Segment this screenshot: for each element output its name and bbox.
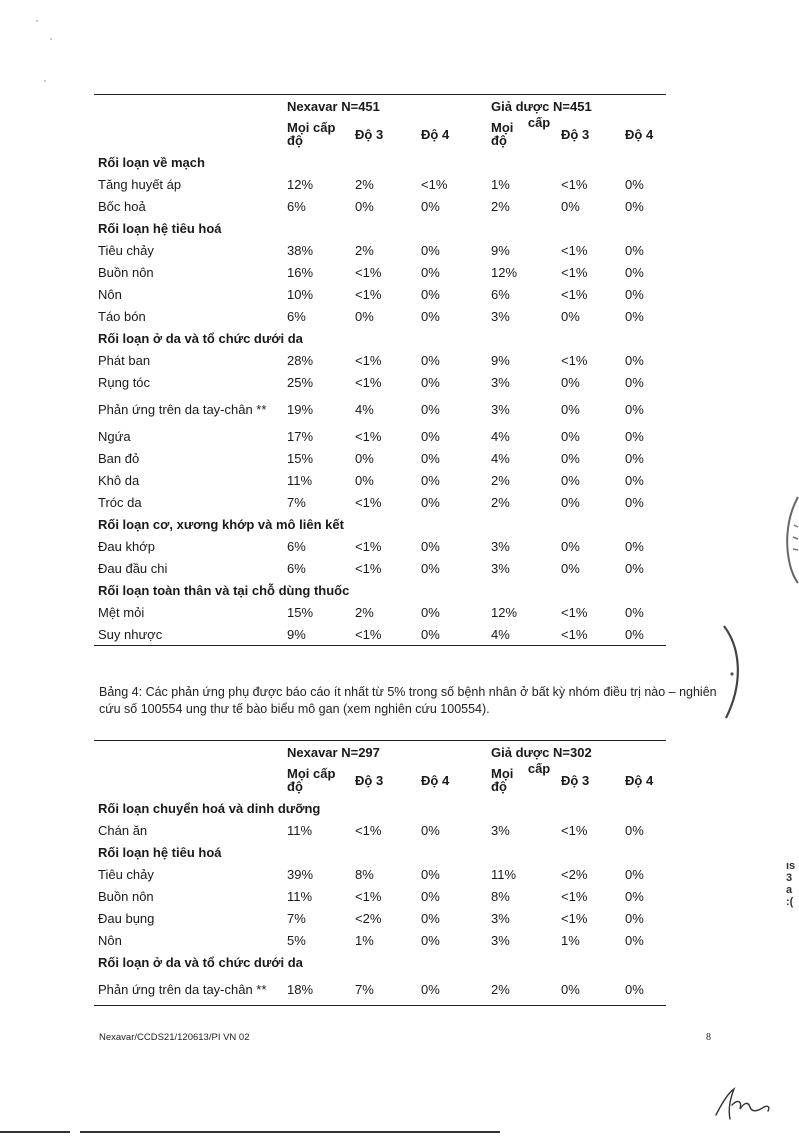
header-grade-3: Độ 3 — [355, 772, 384, 788]
value-cell: 2% — [487, 973, 557, 1006]
value-cell: 0% — [355, 450, 374, 466]
value-cell: 7% — [287, 910, 306, 926]
table-row — [94, 623, 666, 646]
value-cell: 0% — [421, 538, 440, 554]
value-cell: 9% — [491, 242, 510, 258]
value-cell: 0% — [421, 401, 440, 417]
value-cell: 0% — [421, 286, 440, 302]
value-cell: 0% — [625, 910, 644, 926]
row-label: Nôn — [98, 932, 122, 948]
row-label: Táo bón — [98, 308, 146, 324]
value-cell: 1% — [561, 932, 580, 948]
table-row — [94, 393, 666, 425]
row-label: Buồn nôn — [98, 888, 154, 904]
value-cell: 3% — [491, 932, 510, 948]
value-cell: 4% — [491, 450, 510, 466]
category-row — [94, 951, 666, 973]
row-label: Chán ăn — [98, 822, 148, 838]
header-grade-4: Độ 4 — [625, 772, 654, 788]
value-cell: 16% — [287, 264, 314, 280]
value-cell: 2% — [355, 176, 374, 192]
value-cell: 7% — [351, 973, 417, 1006]
table-row — [94, 819, 666, 841]
header-all-grades — [487, 763, 557, 797]
value-cell: <1% — [355, 428, 382, 444]
value-cell: <1% — [561, 176, 588, 192]
header-grade-3: Độ 3 — [355, 126, 384, 142]
value-cell: 12% — [491, 264, 518, 280]
table-row — [94, 535, 666, 557]
value-cell: 0% — [561, 450, 580, 466]
value-cell: <1% — [355, 352, 382, 368]
header-text: độ — [491, 133, 507, 148]
row-label: Tăng huyết áp — [98, 176, 182, 192]
table-row — [94, 447, 666, 469]
adverse-reactions-table-1 — [94, 94, 666, 646]
adverse-reactions-table-2 — [94, 740, 666, 1006]
value-cell: 0% — [625, 604, 644, 620]
header-text: cấp — [313, 766, 336, 781]
value-cell: 0% — [625, 264, 644, 280]
value-cell: <1% — [355, 286, 382, 302]
category-name: Rối loạn ở da và tổ chức dưới da — [98, 330, 303, 346]
value-cell: 11% — [287, 822, 313, 838]
value-cell: 0% — [355, 198, 374, 214]
value-cell: 0% — [625, 176, 644, 192]
value-cell: 0% — [561, 560, 580, 576]
row-label: Phản ứng trên da tay-chân ** — [98, 401, 267, 417]
value-cell: <1% — [561, 352, 588, 368]
value-cell: <1% — [355, 560, 382, 576]
value-cell: <1% — [355, 374, 382, 390]
row-label: Nôn — [98, 286, 122, 302]
value-cell: 0% — [421, 264, 440, 280]
value-cell: 0% — [421, 198, 440, 214]
value-cell: 0% — [621, 973, 666, 1006]
value-cell: 0% — [421, 604, 440, 620]
row-label: Bốc hoả — [98, 198, 146, 214]
value-cell: <1% — [561, 910, 588, 926]
scan-speck — [50, 38, 52, 40]
value-cell: 0% — [561, 198, 580, 214]
bottom-rule — [80, 1131, 500, 1133]
value-cell: 0% — [421, 374, 440, 390]
header-placebo-group: Giả dược N=302 — [487, 741, 666, 764]
value-cell: 0% — [421, 932, 440, 948]
value-cell: 0% — [625, 308, 644, 324]
table-row — [94, 305, 666, 327]
value-cell: 0% — [421, 888, 440, 904]
value-cell: 2% — [491, 494, 510, 510]
value-cell: 19% — [287, 401, 314, 417]
value-cell: 0% — [421, 866, 440, 882]
table-row — [94, 239, 666, 261]
table-row — [94, 601, 666, 623]
header-text: Mọi — [287, 766, 310, 781]
value-cell: 0% — [561, 472, 580, 488]
value-cell: 0% — [625, 538, 644, 554]
value-cell: 0% — [625, 428, 644, 444]
value-cell: 0% — [421, 472, 440, 488]
value-cell: 8% — [355, 866, 374, 882]
table-row — [94, 371, 666, 393]
value-cell: 5% — [287, 932, 306, 948]
value-cell: 28% — [287, 352, 314, 368]
value-cell: 0% — [557, 973, 621, 1006]
stamp-arc-icon — [718, 622, 748, 722]
category-row — [94, 327, 666, 349]
value-cell: 17% — [287, 428, 314, 444]
value-cell: 0% — [625, 494, 644, 510]
value-cell: 0% — [625, 374, 644, 390]
value-cell: 0% — [625, 932, 644, 948]
value-cell: 4% — [355, 401, 374, 417]
value-cell: 0% — [421, 428, 440, 444]
header-blank — [94, 741, 283, 764]
header-all-grades — [283, 117, 351, 151]
value-cell: 0% — [421, 494, 440, 510]
value-cell: <2% — [355, 910, 382, 926]
value-cell: 0% — [421, 352, 440, 368]
header-text: Mọi — [491, 766, 514, 781]
value-cell: 6% — [287, 538, 306, 554]
value-cell: 38% — [287, 242, 314, 258]
value-cell: 0% — [561, 401, 580, 417]
table-row — [94, 261, 666, 283]
value-cell: 11% — [287, 472, 313, 488]
value-cell: 6% — [491, 286, 510, 302]
category-row — [94, 841, 666, 863]
value-cell: 12% — [287, 176, 314, 192]
value-cell: <1% — [355, 538, 382, 554]
table-header-sub-row — [94, 117, 666, 151]
row-label: Tiêu chảy — [98, 866, 154, 882]
header-text: cấp — [527, 763, 551, 776]
table-row — [94, 929, 666, 951]
value-cell: 12% — [491, 604, 518, 620]
row-label: Ban đỏ — [98, 450, 140, 466]
row-label: Phản ứng trên da tay-chân ** — [94, 973, 283, 1006]
table-row — [94, 557, 666, 579]
value-cell: <1% — [355, 888, 382, 904]
row-label: Tróc da — [98, 494, 142, 510]
header-nexavar-group: Nexavar N=451 — [283, 95, 487, 118]
document-code: Nexavar/CCDS21/120613/PI VN 02 — [99, 1032, 250, 1043]
value-cell: 0% — [625, 198, 644, 214]
category-name: Rối loạn chuyển hoá và dinh dưỡng — [98, 800, 321, 816]
header-text: độ — [287, 779, 303, 794]
row-label: Đau đầu chi — [98, 560, 168, 576]
value-cell: 11% — [491, 866, 517, 882]
value-cell: <1% — [351, 623, 417, 646]
header-grade-3: Độ 3 — [561, 772, 590, 788]
value-cell: 1% — [355, 932, 374, 948]
value-cell: 6% — [287, 198, 306, 214]
value-cell: <1% — [557, 623, 621, 646]
value-cell: 9% — [283, 623, 351, 646]
value-cell: 0% — [625, 286, 644, 302]
value-cell: 3% — [491, 374, 510, 390]
value-cell: 2% — [491, 472, 510, 488]
table-row — [94, 491, 666, 513]
row-label: Tiêu chảy — [98, 242, 154, 258]
header-nexavar-group: Nexavar N=297 — [283, 741, 487, 764]
table-header-group-row — [94, 95, 666, 118]
value-cell: <1% — [355, 494, 382, 510]
value-cell: 0% — [561, 428, 580, 444]
header-text: Mọi — [287, 120, 310, 135]
row-label: Buồn nôn — [98, 264, 154, 280]
value-cell: 10% — [287, 286, 314, 302]
table-row — [94, 907, 666, 929]
row-label: Mệt mỏi — [98, 604, 145, 620]
signature-icon — [712, 1085, 774, 1125]
table-header-group-row — [94, 741, 666, 764]
value-cell: <1% — [561, 242, 588, 258]
value-cell: 2% — [491, 198, 510, 214]
table-row — [94, 195, 666, 217]
value-cell: <1% — [561, 264, 588, 280]
value-cell: 0% — [421, 822, 440, 838]
category-name: Rối loạn về mạch — [98, 154, 205, 170]
value-cell: 0% — [625, 560, 644, 576]
category-row — [94, 579, 666, 601]
value-cell: 8% — [491, 888, 510, 904]
value-cell: 3% — [491, 401, 510, 417]
row-label: Khô da — [98, 472, 140, 488]
table-row — [94, 973, 666, 1006]
value-cell: 6% — [287, 308, 306, 324]
value-cell: <1% — [561, 604, 588, 620]
value-cell: 0% — [421, 560, 440, 576]
category-row — [94, 513, 666, 535]
row-label: Đau bụng — [98, 910, 155, 926]
header-all-grades — [487, 117, 557, 151]
category-name: Rối loạn cơ, xương khớp và mô liên kết — [98, 516, 344, 532]
row-label: Rụng tóc — [98, 374, 151, 390]
header-blank — [94, 117, 283, 151]
scan-speck — [44, 80, 46, 82]
value-cell: 0% — [561, 374, 580, 390]
value-cell: 0% — [625, 472, 644, 488]
value-cell: 0% — [621, 623, 666, 646]
table-caption: Bảng 4: Các phản ứng phụ được báo cáo ít nhất từ 5% trong số bệnh nhân ở bất kỳ nhóm điều trị nào – nghiên cứu số 100554 ung thư tế bào biểu mô gan (xem nghiên cứu 100554). — [99, 685, 717, 716]
table-row — [94, 425, 666, 447]
value-cell: 9% — [491, 352, 510, 368]
value-cell: 0% — [625, 888, 644, 904]
category-name: Rối loạn hệ tiêu hoá — [98, 844, 222, 860]
value-cell: 15% — [287, 604, 314, 620]
table-row — [94, 173, 666, 195]
header-text: cấp — [313, 120, 336, 135]
value-cell: 3% — [491, 308, 510, 324]
header-grade-3: Độ 3 — [561, 126, 590, 142]
value-cell: <1% — [561, 822, 588, 838]
row-label: Ngứa — [98, 428, 131, 444]
header-blank — [94, 95, 283, 118]
value-cell: 7% — [287, 494, 306, 510]
category-name: Rối loạn hệ tiêu hoá — [98, 220, 222, 236]
value-cell: 0% — [417, 623, 487, 646]
value-cell: 0% — [421, 308, 440, 324]
value-cell: 4% — [491, 428, 510, 444]
value-cell: 0% — [421, 450, 440, 466]
value-cell: 15% — [287, 450, 314, 466]
value-cell: 4% — [487, 623, 557, 646]
value-cell: 0% — [417, 973, 487, 1006]
value-cell: <1% — [561, 888, 588, 904]
value-cell: 2% — [355, 604, 374, 620]
value-cell: 0% — [355, 472, 374, 488]
header-blank — [94, 763, 283, 797]
value-cell: 39% — [287, 866, 314, 882]
value-cell: 3% — [491, 560, 510, 576]
header-placebo-group: Giả dược N=451 — [487, 95, 666, 118]
bottom-rule — [0, 1131, 70, 1133]
value-cell: 3% — [491, 822, 510, 838]
value-cell: 0% — [625, 822, 644, 838]
scan-speck — [36, 20, 38, 22]
page-number: 8 — [706, 1032, 711, 1043]
value-cell: 0% — [421, 242, 440, 258]
value-cell: 1% — [491, 176, 510, 192]
header-text: cấp — [527, 117, 551, 130]
value-cell: <1% — [355, 822, 382, 838]
value-cell: 0% — [561, 308, 580, 324]
value-cell: 3% — [491, 910, 510, 926]
value-cell: 6% — [287, 560, 306, 576]
value-cell: 25% — [287, 374, 314, 390]
value-cell: 0% — [561, 538, 580, 554]
header-grade-4: Độ 4 — [625, 126, 654, 142]
header-grade-4: Độ 4 — [421, 126, 450, 142]
header-all-grades — [283, 763, 351, 797]
value-cell: <1% — [421, 176, 448, 192]
category-row — [94, 797, 666, 819]
category-name: Rối loạn ở da và tổ chức dưới da — [98, 954, 303, 970]
stamp-edge-icon — [780, 495, 799, 585]
row-label: Phát ban — [98, 352, 151, 368]
header-text: độ — [491, 779, 507, 794]
table-row — [94, 349, 666, 371]
value-cell: 0% — [625, 401, 644, 417]
value-cell: <1% — [561, 286, 588, 302]
table-row — [94, 885, 666, 907]
table-header-sub-row — [94, 763, 666, 797]
category-row — [94, 217, 666, 239]
value-cell: 0% — [625, 450, 644, 466]
value-cell: 2% — [355, 242, 374, 258]
value-cell: 0% — [355, 308, 374, 324]
value-cell: 0% — [625, 866, 644, 882]
value-cell: 3% — [491, 538, 510, 554]
value-cell: 0% — [561, 494, 580, 510]
table-row — [94, 469, 666, 491]
header-text: độ — [287, 133, 303, 148]
value-cell: 11% — [287, 888, 313, 904]
category-row — [94, 151, 666, 173]
row-label: Đau khớp — [98, 538, 155, 554]
category-name: Rối loạn toàn thân và tại chỗ dùng thuốc — [98, 582, 350, 598]
value-cell: <2% — [561, 866, 588, 882]
table-row — [94, 863, 666, 885]
value-cell: <1% — [355, 264, 382, 280]
value-cell: 0% — [421, 910, 440, 926]
edge-stamp-text: ıs 3 a :( — [786, 860, 796, 908]
header-grade-4: Độ 4 — [421, 772, 450, 788]
header-text: Mọi — [491, 120, 514, 135]
row-label: Suy nhược — [94, 623, 283, 646]
value-cell: 0% — [625, 352, 644, 368]
value-cell: 0% — [625, 242, 644, 258]
value-cell: 18% — [283, 973, 351, 1006]
table-row — [94, 283, 666, 305]
